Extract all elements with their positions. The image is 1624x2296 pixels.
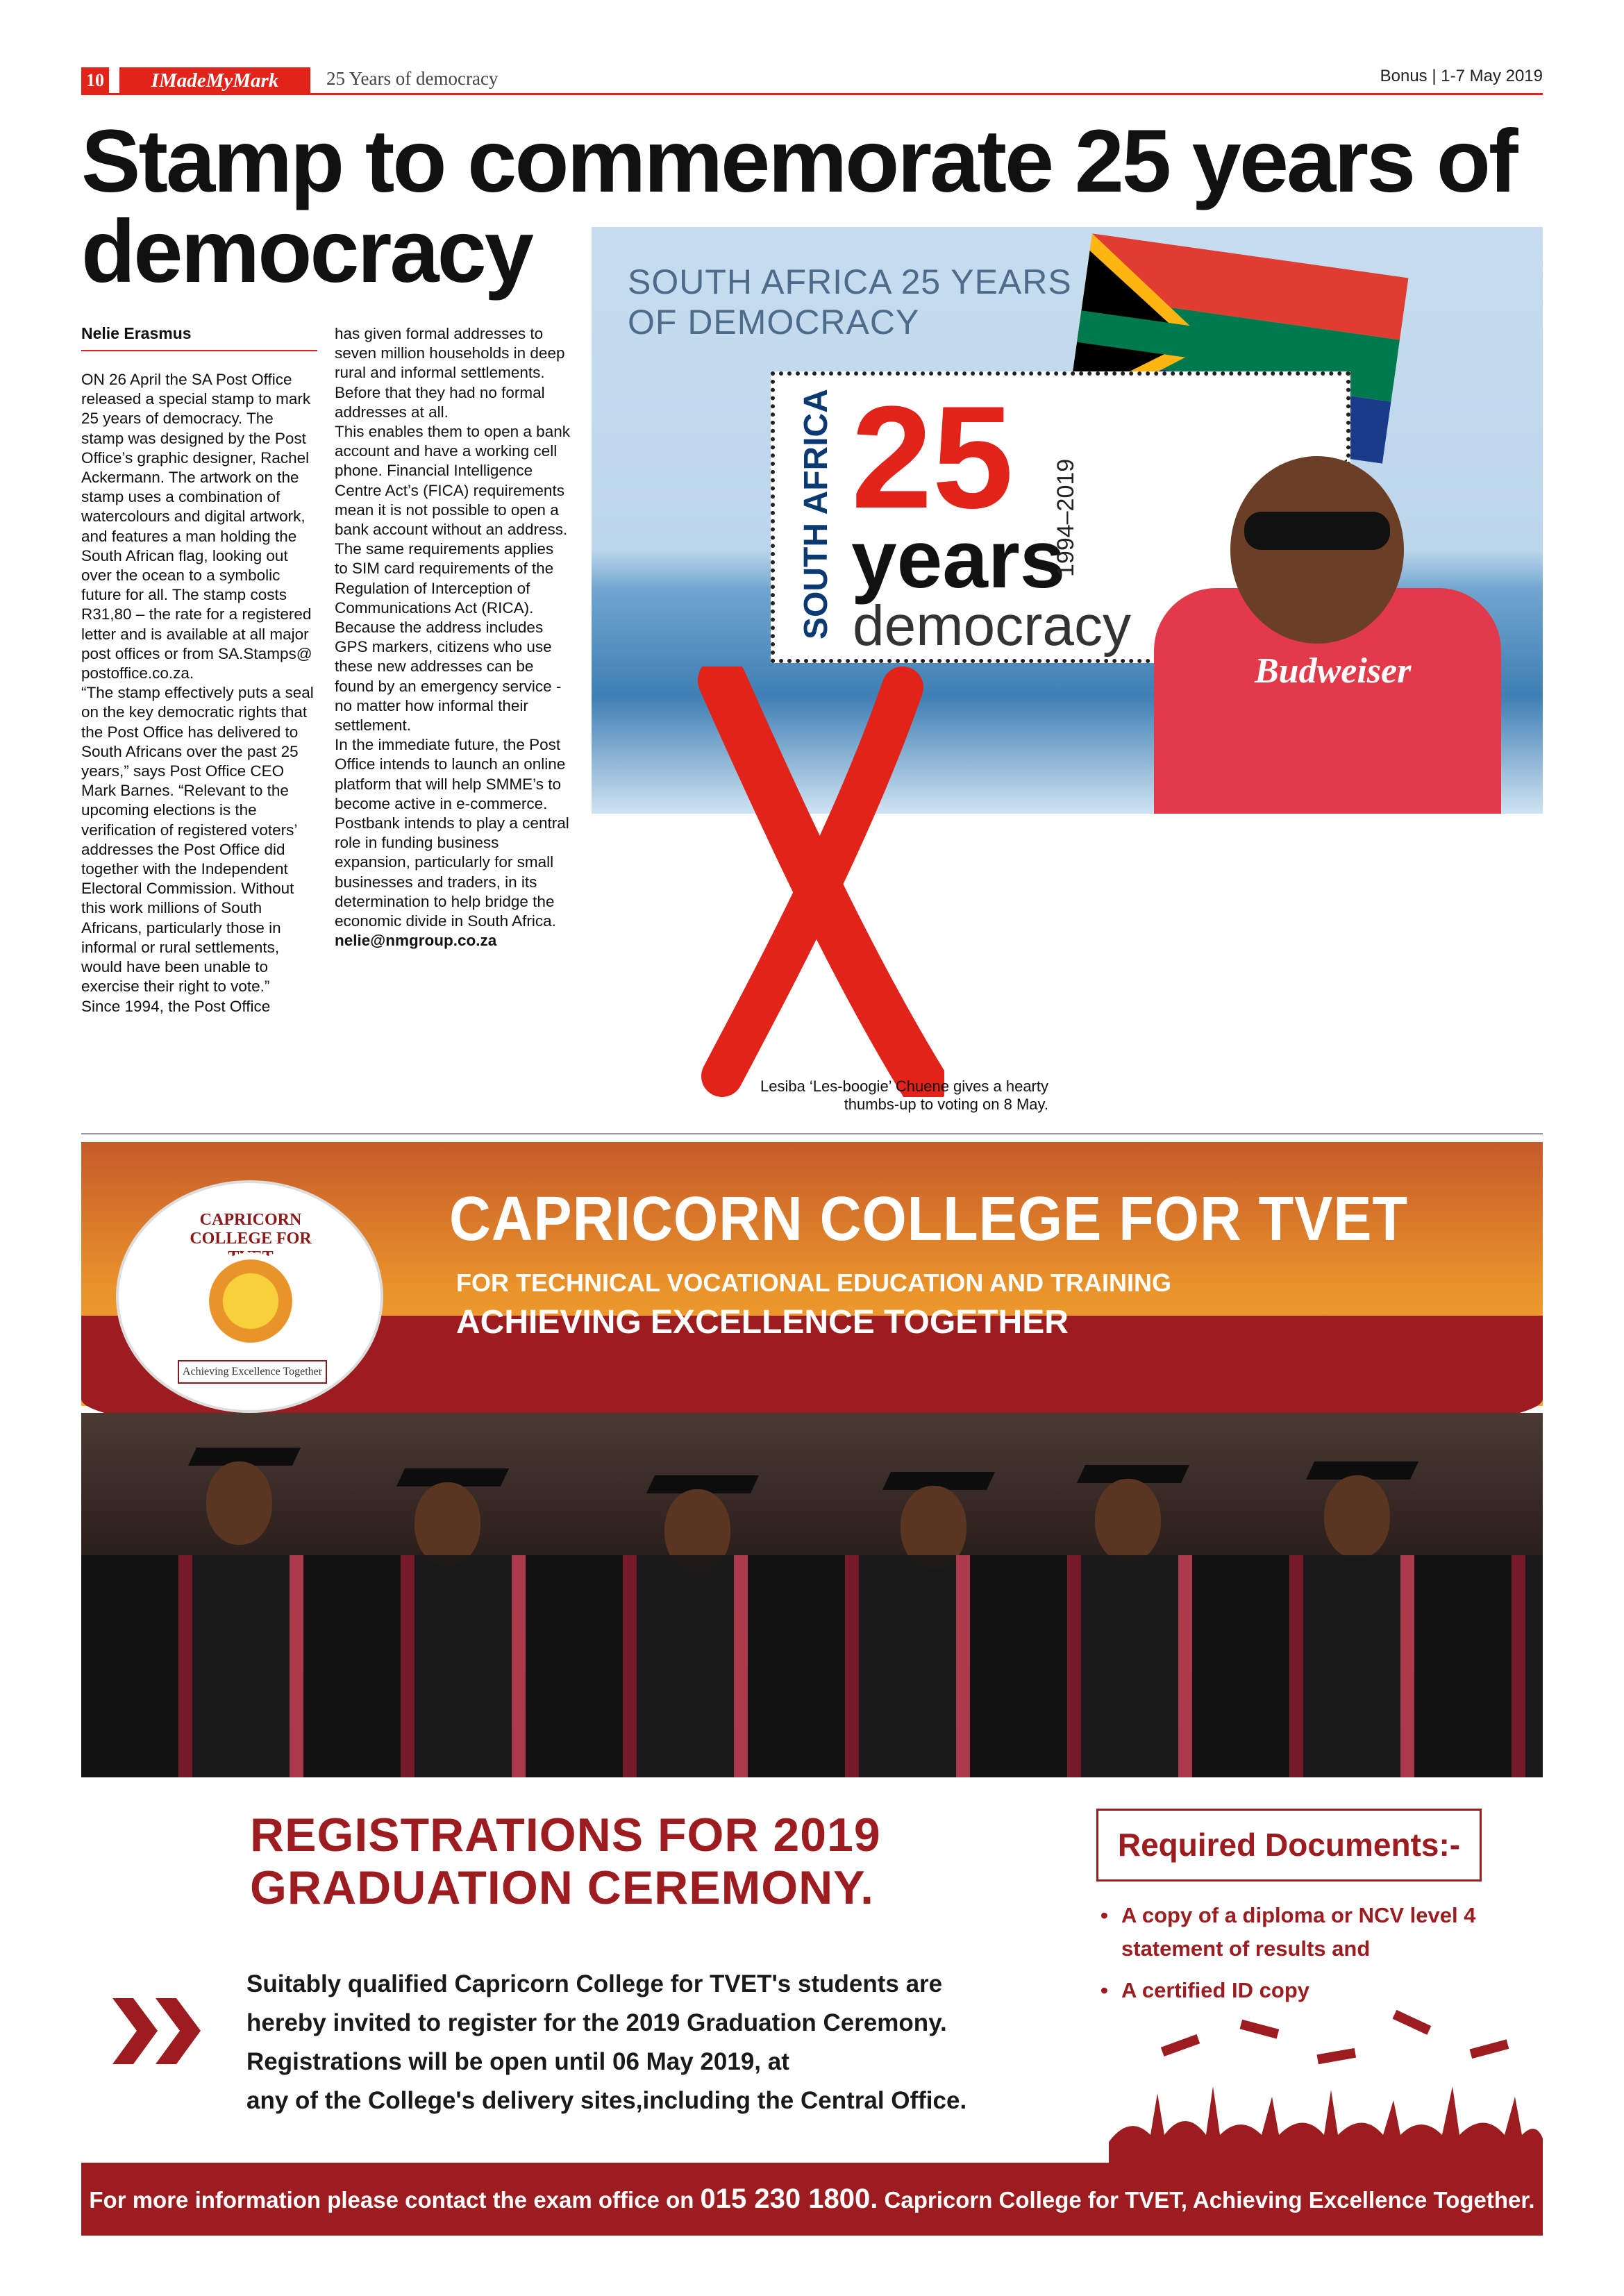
header-rule: [81, 93, 1543, 95]
article-column-2: [335, 324, 571, 951]
stamp-dates: 1994–2019: [1053, 458, 1079, 577]
photo-caption: Lesiba ‘Les-boogie’ Chuene gives a hearty thumbs-up to voting on 8 May.: [760, 1078, 1048, 1113]
logo-text: CAPRICORN COLLEGE FOR: [190, 1211, 312, 1248]
article-column-1: [81, 370, 317, 1016]
college-tagline: FOR TECHNICAL VOCATIONAL EDUCATION AND TRAINING: [456, 1268, 1171, 1297]
double-chevron-icon: [112, 1998, 206, 2064]
publication-date: Bonus | 1-7 May 2019: [1380, 67, 1543, 85]
byline: Nelie Erasmus: [81, 324, 317, 351]
sunglasses: [1244, 512, 1390, 550]
graduate-head: [415, 1482, 480, 1566]
paragraph: This enables them to open a bank account and have a working cell phone. Financial Intelligence Centre Act’s (FICA) requirements mean it is not possible to open a bank account without an address. The same requirements applies to SIM card requirements of the Regulation of Interception of Communications Act (RICA). Because the address includes GPS markers, citizens who use these new addresses can be found by an emergency service - no matter how informal their settlement.: [335, 423, 570, 735]
graduate-head: [206, 1461, 272, 1545]
phone-number[interactable]: 015 230 1800.: [700, 2184, 878, 2214]
footer-text: Capricorn College for TVET, Achieving Excellence Together.: [878, 2187, 1535, 2213]
vote-x-mark: [694, 667, 944, 1097]
logo-motto: Achieving Excellence Together: [178, 1360, 327, 1384]
article-headline: Stamp to commemorate 25 years of democracy: [81, 112, 1516, 301]
stamp-number: 25: [851, 376, 1014, 539]
paragraph: Since 1994, the Post Office: [81, 997, 271, 1015]
graduates-photo: [81, 1413, 1543, 1777]
stamp-country: SOUTH AFRICA: [798, 389, 835, 639]
paragraph: In the immediate future, the Post Office intends to launch an online platform that will help SMME’s to become active in e-commerce. Postbank intends to play a central role in funding business expansion, particularly for small businesses and traders, in its determination to help bridge the economic divide in South Africa.: [335, 736, 569, 930]
registration-body: Suitably qualified Capricorn College for TVET's students are hereby invited to register for the 2019 Graduation Ceremony. Registrations will be open until 06 May 2019, at any of the College's delivery sites,including the Central Office.: [246, 1970, 967, 2114]
article-divider: [81, 1133, 1543, 1134]
graduate-head: [1324, 1475, 1390, 1559]
stamp-years: years: [851, 514, 1066, 605]
shirt-logo: Budweiser: [1255, 651, 1412, 691]
stamp-sheet-title: SOUTH AFRICA 25 YEARS OF DEMOCRACY: [628, 262, 1072, 342]
sun-icon: [202, 1252, 299, 1350]
college-motto: ACHIEVING EXCELLENCE TOGETHER: [456, 1304, 1069, 1341]
list-item: • A copy of a diploma or NCV level 4 statement of results and: [1096, 1899, 1485, 1966]
contact-footer: [81, 2163, 1543, 2236]
paragraph: ON 26 April the SA Post Office released a special stamp to mark 25 years of democracy. The stamp was designed by the Post Office’s graphic designer, Rachel Ackermann. The artwork on the stamp uses a combination of watercolours and digital artwork, and features a man holding the South African flag, looking out over the ocean to a symbolic future for all. The stamp costs R31,80 – the rate for a registered letter and is available at all major post offices or from SA.Stamps@ postoffice.co.za.: [81, 371, 312, 682]
man-head: [1230, 456, 1404, 644]
stamp-democracy: democracy: [853, 594, 1132, 657]
college-advert: [81, 1142, 1543, 2267]
celebrating-graduates-silhouette: [1109, 1975, 1543, 2184]
graduate-gowns: [81, 1555, 1543, 1777]
section-tag: IMadeMyMark: [119, 67, 310, 94]
footer-text: For more information please contact the exam office on: [89, 2187, 701, 2213]
college-logo: [116, 1180, 383, 1413]
graduate-head: [1095, 1479, 1161, 1562]
author-email[interactable]: nelie@nmgroup.co.za: [335, 932, 497, 950]
page-number: 10: [81, 67, 109, 94]
college-name: CAPRICORN COLLEGE FOR TVET: [449, 1184, 1408, 1254]
paragraph: “The stamp effectively puts a seal on the key democratic rights that the Post Office has delivered to South Africans over the past 25 years,” says Post Office CEO Mark Barnes. “Relevant to the upcoming elections is the verification of registered voters’ addresses the Post Office did together with the Independent Electoral Commission. Without this work millions of South Africans, particularly those in informal or rural settlements, would have been unable to exercise their right to vote.”: [81, 684, 314, 996]
registration-title: REGISTRATIONS FOR 2019 GRADUATION CEREMONY.: [250, 1809, 881, 1914]
list-item: • A certified ID copy: [1096, 1974, 1485, 2007]
paragraph: has given formal addresses to seven million households in deep rural and informal settlements. Before that they had no formal addresses at all.: [335, 325, 565, 421]
section-subtitle: 25 Years of democracy: [326, 68, 499, 89]
man-photo: [1078, 442, 1543, 814]
required-documents-heading: Required Documents:-: [1096, 1809, 1482, 1882]
